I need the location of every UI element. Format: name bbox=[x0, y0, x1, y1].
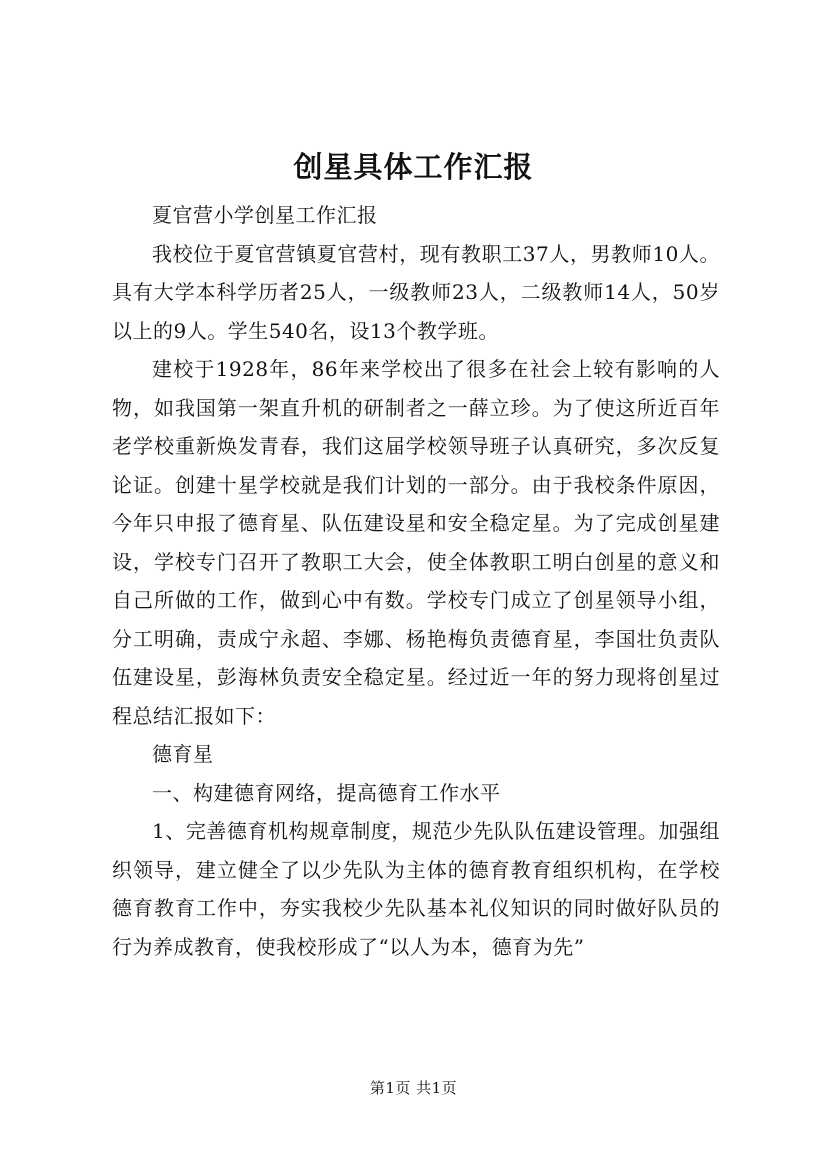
document-body bbox=[112, 196, 720, 966]
section-heading-moral-star: 德育星 bbox=[152, 742, 214, 766]
paragraph-school-profile: 我校位于夏官营镇夏官营村，现有教职工37人，男教师10人。具有大学本科学历者25人，一级教师23人，二级教师14人，50岁以上的9人。学生540名，设13个教学班。 bbox=[112, 241, 720, 343]
paragraph-history: 建校于1928年，86年来学校出了很多在社会上较有影响的人物，如我国第一架直升机的研制者之一薛立珍。为了使这所近百年老学校重新焕发青春，我们这届学校领导班子认真研究，多次反复论证。创建十星学校就是我们计划的一部分。由于我校条件原因，今年只申报了德育星、队伍建设星和安全稳定星。为了完成创星建设，学校专门召开了教职工大会，使全体教职工明白创星的意义和自己所做的工作，做到心中有数。学校专门成立了创星领导小组，分工明确，责成宁永超、李娜、杨艳梅负责德育星，李国壮负责队伍建设星，彭海林负责安全稳定星。经过近一年的努力现将创星过程总结汇报如下： bbox=[112, 357, 720, 728]
page-footer: 第1页 共1页 bbox=[369, 1079, 458, 1097]
document-title: 创星具体工作汇报 bbox=[293, 150, 534, 184]
paragraph-moral-institutions: 1、完善德育机构规章制度，规范少先队队伍建设管理。加强组织领导，建立健全了以少先队为主体的德育教育组织机构，在学校德育教育工作中，夯实我校少先队基本礼仪知识的同时做好队员的行为养成教育，使我校形成了“以人为本，德育为先” bbox=[112, 819, 720, 959]
paragraph-subtitle: 夏官营小学创星工作汇报 bbox=[152, 203, 378, 227]
section-heading-moral-network: 一、构建德育网络，提高德育工作水平 bbox=[152, 780, 501, 805]
